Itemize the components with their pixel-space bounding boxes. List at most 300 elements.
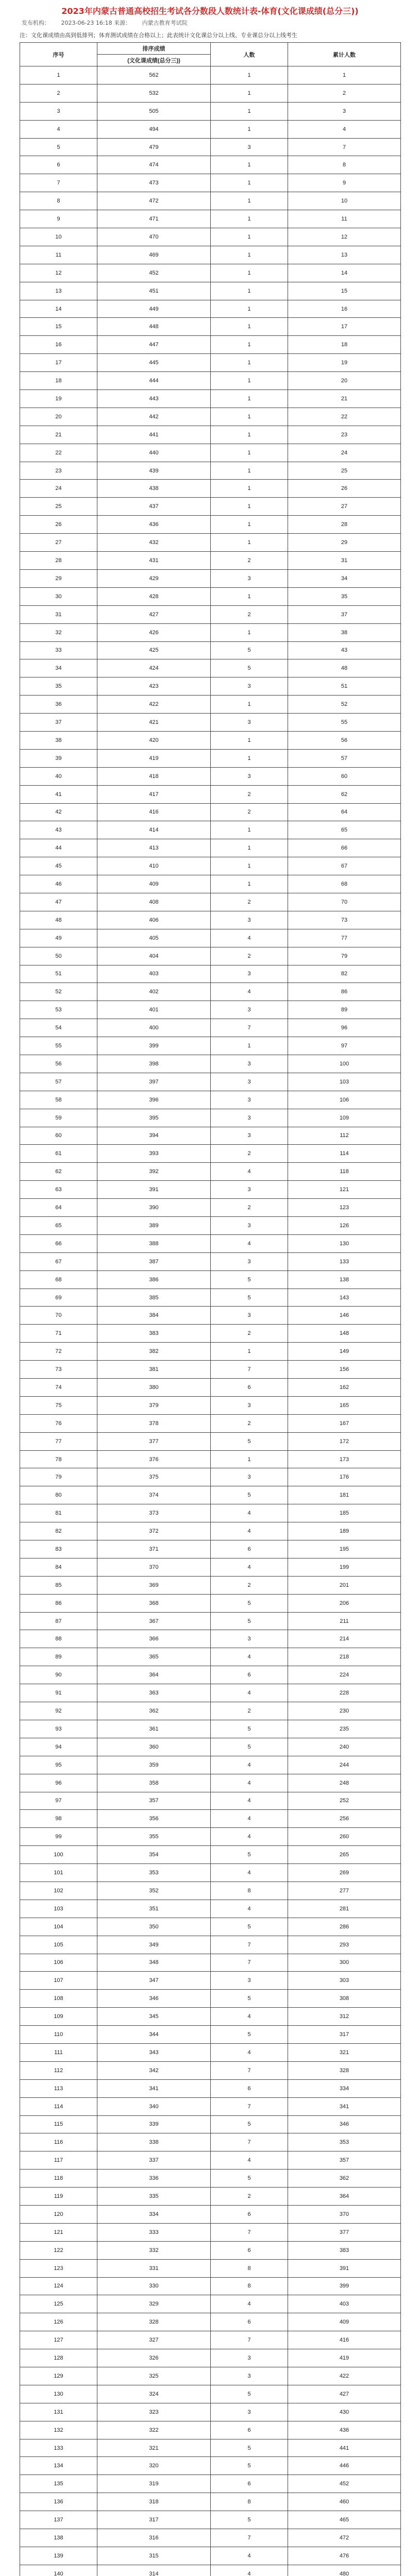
cell-count: 6 (211, 1540, 288, 1558)
cell-score: 451 (97, 282, 211, 300)
cell-index: 14 (20, 300, 97, 318)
cell-count: 1 (211, 587, 288, 605)
cell-cumulative: 303 (288, 1972, 401, 1990)
cell-cumulative: 149 (288, 1343, 401, 1361)
cell-count: 2 (211, 2188, 288, 2206)
table-row (20, 1127, 401, 1145)
cell-score: 368 (97, 1594, 211, 1612)
table-row (20, 1990, 401, 2008)
cell-index: 24 (20, 480, 97, 498)
table-row (20, 2385, 401, 2403)
cell-cumulative: 118 (288, 1163, 401, 1181)
cell-index: 25 (20, 498, 97, 516)
cell-count: 1 (211, 210, 288, 228)
cell-score: 532 (97, 84, 211, 102)
cell-count: 5 (211, 1990, 288, 2008)
cell-index: 30 (20, 587, 97, 605)
cell-score: 405 (97, 929, 211, 947)
cell-cumulative: 13 (288, 246, 401, 264)
table-row (20, 1828, 401, 1846)
cell-score: 345 (97, 2008, 211, 2026)
cell-count: 4 (211, 2008, 288, 2026)
cell-index: 34 (20, 659, 97, 677)
cell-index: 102 (20, 1882, 97, 1900)
cell-score: 387 (97, 1252, 211, 1270)
cell-cumulative: 23 (288, 426, 401, 444)
cell-score: 361 (97, 1720, 211, 1738)
cell-index: 137 (20, 2511, 97, 2529)
cell-cumulative: 293 (288, 1936, 401, 1954)
cell-index: 86 (20, 1594, 97, 1612)
cell-index: 89 (20, 1648, 97, 1666)
cell-count: 1 (211, 318, 288, 336)
cell-cumulative: 121 (288, 1181, 401, 1199)
source-name: 内蒙古教育考试院 (142, 20, 188, 26)
cell-score: 427 (97, 605, 211, 623)
cell-score: 428 (97, 587, 211, 605)
cell-index: 104 (20, 1918, 97, 1936)
cell-count: 3 (211, 1001, 288, 1019)
cell-cumulative: 172 (288, 1432, 401, 1450)
table-row (20, 156, 401, 174)
cell-count: 5 (211, 1594, 288, 1612)
table-row (20, 2026, 401, 2044)
cell-count: 1 (211, 192, 288, 210)
cell-index: 67 (20, 1252, 97, 1270)
cell-score: 403 (97, 965, 211, 983)
table-row (20, 1450, 401, 1468)
cell-index: 116 (20, 2133, 97, 2151)
cell-index: 128 (20, 2349, 97, 2367)
cell-cumulative: 21 (288, 390, 401, 408)
cell-index: 107 (20, 1972, 97, 1990)
cell-index: 16 (20, 336, 97, 354)
cell-cumulative: 377 (288, 2223, 401, 2241)
cell-score: 494 (97, 120, 211, 138)
cell-score: 344 (97, 2026, 211, 2044)
cell-count: 3 (211, 1307, 288, 1325)
cell-count: 1 (211, 372, 288, 390)
cell-cumulative: 17 (288, 318, 401, 336)
cell-index: 79 (20, 1468, 97, 1486)
cell-cumulative: 4 (288, 120, 401, 138)
cell-index: 83 (20, 1540, 97, 1558)
cell-index: 90 (20, 1666, 97, 1684)
table-row (20, 444, 401, 462)
cell-score: 358 (97, 1774, 211, 1792)
table-row (20, 228, 401, 246)
cell-cumulative: 341 (288, 2097, 401, 2115)
cell-count: 5 (211, 1738, 288, 1756)
table-row (20, 1217, 401, 1235)
publisher-label: 发布机构： (22, 20, 50, 26)
cell-index: 109 (20, 2008, 97, 2026)
cell-index: 65 (20, 1217, 97, 1235)
cell-cumulative: 391 (288, 2259, 401, 2277)
cell-index: 53 (20, 1001, 97, 1019)
cell-count: 2 (211, 1576, 288, 1594)
cell-index: 8 (20, 192, 97, 210)
cell-score: 419 (97, 749, 211, 767)
cell-index: 66 (20, 1234, 97, 1252)
cell-score: 437 (97, 498, 211, 516)
table-row (20, 821, 401, 839)
cell-cumulative: 244 (288, 1756, 401, 1774)
table-row (20, 84, 401, 102)
cell-count: 3 (211, 677, 288, 696)
cell-score: 471 (97, 210, 211, 228)
cell-cumulative: 97 (288, 1037, 401, 1055)
cell-index: 32 (20, 623, 97, 641)
table-row (20, 1594, 401, 1612)
cell-score: 381 (97, 1361, 211, 1379)
cell-index: 134 (20, 2457, 97, 2475)
cell-score: 362 (97, 1702, 211, 1720)
cell-index: 29 (20, 569, 97, 587)
cell-count: 1 (211, 498, 288, 516)
table-row (20, 1145, 401, 1163)
cell-score: 351 (97, 1900, 211, 1918)
cell-cumulative: 2 (288, 84, 401, 102)
cell-cumulative: 199 (288, 1558, 401, 1576)
cell-score: 367 (97, 1612, 211, 1630)
table-row (20, 390, 401, 408)
table-row (20, 480, 401, 498)
table-row (20, 1252, 401, 1270)
cell-count: 1 (211, 300, 288, 318)
cell-cumulative: 86 (288, 983, 401, 1001)
cell-count: 7 (211, 1019, 288, 1037)
cell-cumulative: 12 (288, 228, 401, 246)
cell-cumulative: 403 (288, 2295, 401, 2313)
cell-cumulative: 126 (288, 1217, 401, 1235)
cell-count: 8 (211, 2259, 288, 2277)
cell-index: 59 (20, 1109, 97, 1127)
table-row (20, 623, 401, 641)
table-row (20, 2170, 401, 2188)
cell-cumulative: 10 (288, 192, 401, 210)
cell-score: 392 (97, 1163, 211, 1181)
cell-index: 58 (20, 1091, 97, 1109)
cell-cumulative: 409 (288, 2313, 401, 2331)
table-row (20, 1073, 401, 1091)
header-cumulative: 累计人数 (288, 43, 401, 66)
cell-count: 1 (211, 264, 288, 282)
cell-cumulative: 260 (288, 1828, 401, 1846)
cell-cumulative: 195 (288, 1540, 401, 1558)
cell-count: 5 (211, 2170, 288, 2188)
table-row (20, 947, 401, 965)
cell-cumulative: 112 (288, 1127, 401, 1145)
cell-count: 4 (211, 1684, 288, 1702)
table-row (20, 1037, 401, 1055)
cell-count: 3 (211, 911, 288, 929)
table-row (20, 1738, 401, 1756)
table-row (20, 2493, 401, 2511)
cell-score: 420 (97, 731, 211, 749)
cell-count: 3 (211, 1252, 288, 1270)
table-row (20, 1630, 401, 1648)
cell-cumulative: 3 (288, 102, 401, 120)
cell-cumulative: 31 (288, 552, 401, 570)
cell-index: 51 (20, 965, 97, 983)
cell-cumulative: 269 (288, 1864, 401, 1882)
cell-count: 3 (211, 714, 288, 732)
cell-cumulative: 321 (288, 2043, 401, 2061)
cell-score: 562 (97, 66, 211, 84)
cell-cumulative: 211 (288, 1612, 401, 1630)
cell-index: 64 (20, 1199, 97, 1217)
cell-count: 4 (211, 1648, 288, 1666)
table-row (20, 2421, 401, 2439)
table-row (20, 2079, 401, 2097)
cell-cumulative: 7 (288, 138, 401, 156)
cell-index: 55 (20, 1037, 97, 1055)
cell-cumulative: 362 (288, 2170, 401, 2188)
cell-cumulative: 181 (288, 1486, 401, 1504)
cell-index: 120 (20, 2205, 97, 2223)
cell-score: 352 (97, 1882, 211, 1900)
cell-score: 417 (97, 785, 211, 803)
cell-count: 4 (211, 1163, 288, 1181)
cell-index: 68 (20, 1270, 97, 1289)
cell-score: 386 (97, 1270, 211, 1289)
table-row (20, 2151, 401, 2170)
cell-count: 1 (211, 839, 288, 857)
table-row (20, 1163, 401, 1181)
cell-index: 27 (20, 534, 97, 552)
cell-cumulative: 165 (288, 1396, 401, 1414)
table-row (20, 318, 401, 336)
table-row (20, 2565, 401, 2576)
cell-index: 94 (20, 1738, 97, 1756)
cell-score: 349 (97, 1936, 211, 1954)
cell-cumulative: 48 (288, 659, 401, 677)
cell-score: 340 (97, 2097, 211, 2115)
cell-score: 418 (97, 767, 211, 785)
cell-cumulative: 70 (288, 893, 401, 911)
cell-cumulative: 383 (288, 2241, 401, 2259)
cell-index: 130 (20, 2385, 97, 2403)
cell-cumulative: 312 (288, 2008, 401, 2026)
cell-index: 91 (20, 1684, 97, 1702)
cell-count: 2 (211, 947, 288, 965)
cell-index: 31 (20, 605, 97, 623)
cell-index: 2 (20, 84, 97, 102)
cell-count: 6 (211, 2313, 288, 2331)
cell-index: 132 (20, 2421, 97, 2439)
publish-meta (0, 18, 420, 29)
cell-count: 4 (211, 1900, 288, 1918)
cell-index: 57 (20, 1073, 97, 1091)
cell-count: 4 (211, 1522, 288, 1540)
cell-index: 85 (20, 1576, 97, 1594)
cell-index: 17 (20, 354, 97, 372)
table-row (20, 2115, 401, 2133)
cell-index: 22 (20, 444, 97, 462)
cell-count: 1 (211, 156, 288, 174)
cell-count: 4 (211, 1792, 288, 1810)
cell-index: 1 (20, 66, 97, 84)
cell-cumulative: 18 (288, 336, 401, 354)
cell-count: 7 (211, 1954, 288, 1972)
table-row (20, 767, 401, 785)
cell-count: 1 (211, 102, 288, 120)
cell-cumulative: 22 (288, 408, 401, 426)
table-row (20, 1091, 401, 1109)
cell-cumulative: 228 (288, 1684, 401, 1702)
table-row (20, 2457, 401, 2475)
cell-count: 3 (211, 1181, 288, 1199)
cell-cumulative: 133 (288, 1252, 401, 1270)
cell-count: 1 (211, 390, 288, 408)
table-row (20, 2259, 401, 2277)
cell-count: 3 (211, 569, 288, 587)
cell-index: 118 (20, 2170, 97, 2188)
cell-score: 315 (97, 2547, 211, 2565)
cell-cumulative: 8 (288, 156, 401, 174)
cell-count: 3 (211, 1055, 288, 1073)
cell-count: 7 (211, 2133, 288, 2151)
cell-cumulative: 446 (288, 2457, 401, 2475)
cell-index: 38 (20, 731, 97, 749)
cell-index: 45 (20, 857, 97, 875)
cell-cumulative: 224 (288, 1666, 401, 1684)
cell-cumulative: 65 (288, 821, 401, 839)
table-row (20, 264, 401, 282)
cell-count: 7 (211, 2223, 288, 2241)
cell-count: 2 (211, 1325, 288, 1343)
cell-count: 2 (211, 1145, 288, 1163)
table-row (20, 1612, 401, 1630)
cell-index: 70 (20, 1307, 97, 1325)
cell-score: 469 (97, 246, 211, 264)
table-row (20, 605, 401, 623)
cell-index: 75 (20, 1396, 97, 1414)
cell-count: 5 (211, 659, 288, 677)
cell-count: 1 (211, 282, 288, 300)
cell-count: 1 (211, 228, 288, 246)
cell-index: 44 (20, 839, 97, 857)
table-row (20, 1774, 401, 1792)
cell-count: 7 (211, 2097, 288, 2115)
table-row (20, 731, 401, 749)
cell-score: 374 (97, 1486, 211, 1504)
cell-index: 95 (20, 1756, 97, 1774)
cell-index: 73 (20, 1361, 97, 1379)
cell-cumulative: 185 (288, 1504, 401, 1522)
table-row (20, 102, 401, 120)
table-row (20, 426, 401, 444)
cell-score: 399 (97, 1037, 211, 1055)
document-title: 2023年内蒙古普通高校招生考试各分数段人数统计表-体育(文化课成绩(总分三)) (61, 6, 359, 16)
cell-score: 314 (97, 2565, 211, 2576)
cell-index: 108 (20, 1990, 97, 2008)
cell-index: 99 (20, 1828, 97, 1846)
table-row (20, 300, 401, 318)
table-note: 注：文化课成绩由高到低排列；体育测试成绩在合格以上；此表统计文化课总分以上线、专业课总分以上线考生 (20, 32, 297, 39)
cell-count: 4 (211, 929, 288, 947)
table-row (20, 2097, 401, 2115)
table-row (20, 408, 401, 426)
cell-score: 409 (97, 875, 211, 893)
table-body (20, 66, 401, 2576)
cell-count: 1 (211, 623, 288, 641)
cell-count: 4 (211, 1504, 288, 1522)
table-row (20, 1270, 401, 1289)
table-row (20, 641, 401, 659)
cell-cumulative: 56 (288, 731, 401, 749)
table-row (20, 2205, 401, 2223)
cell-cumulative: 364 (288, 2188, 401, 2206)
cell-index: 78 (20, 1450, 97, 1468)
cell-score: 391 (97, 1181, 211, 1199)
cell-cumulative: 427 (288, 2385, 401, 2403)
cell-cumulative: 277 (288, 1882, 401, 1900)
cell-count: 4 (211, 1774, 288, 1792)
cell-count: 5 (211, 2026, 288, 2044)
table-row (20, 1396, 401, 1414)
table-row (20, 2313, 401, 2331)
cell-score: 406 (97, 911, 211, 929)
cell-cumulative: 62 (288, 785, 401, 803)
cell-index: 115 (20, 2115, 97, 2133)
cell-index: 82 (20, 1522, 97, 1540)
cell-count: 4 (211, 2295, 288, 2313)
cell-cumulative: 19 (288, 354, 401, 372)
cell-cumulative: 422 (288, 2367, 401, 2385)
cell-count: 4 (211, 2547, 288, 2565)
table-row (20, 2295, 401, 2313)
cell-index: 72 (20, 1343, 97, 1361)
table-row (20, 1720, 401, 1738)
cell-score: 347 (97, 1972, 211, 1990)
cell-index: 119 (20, 2188, 97, 2206)
cell-score: 339 (97, 2115, 211, 2133)
cell-count: 1 (211, 354, 288, 372)
table-row (20, 2349, 401, 2367)
cell-score: 426 (97, 623, 211, 641)
cell-score: 328 (97, 2313, 211, 2331)
cell-index: 60 (20, 1127, 97, 1145)
table-row (20, 893, 401, 911)
cell-index: 121 (20, 2223, 97, 2241)
table-row (20, 1504, 401, 1522)
cell-count: 7 (211, 2331, 288, 2349)
cell-count: 5 (211, 1432, 288, 1450)
cell-index: 20 (20, 408, 97, 426)
cell-count: 4 (211, 1828, 288, 1846)
cell-score: 388 (97, 1234, 211, 1252)
cell-cumulative: 167 (288, 1414, 401, 1432)
cell-count: 2 (211, 1199, 288, 1217)
cell-cumulative: 60 (288, 767, 401, 785)
cell-count: 6 (211, 1666, 288, 1684)
cell-cumulative: 15 (288, 282, 401, 300)
cell-cumulative: 162 (288, 1379, 401, 1397)
cell-score: 335 (97, 2188, 211, 2206)
cell-index: 97 (20, 1792, 97, 1810)
cell-index: 136 (20, 2493, 97, 2511)
cell-score: 389 (97, 1217, 211, 1235)
table-row (20, 1001, 401, 1019)
table-row (20, 569, 401, 587)
cell-count: 4 (211, 1810, 288, 1828)
cell-count: 1 (211, 821, 288, 839)
cell-score: 397 (97, 1073, 211, 1091)
cell-index: 13 (20, 282, 97, 300)
cell-index: 87 (20, 1612, 97, 1630)
